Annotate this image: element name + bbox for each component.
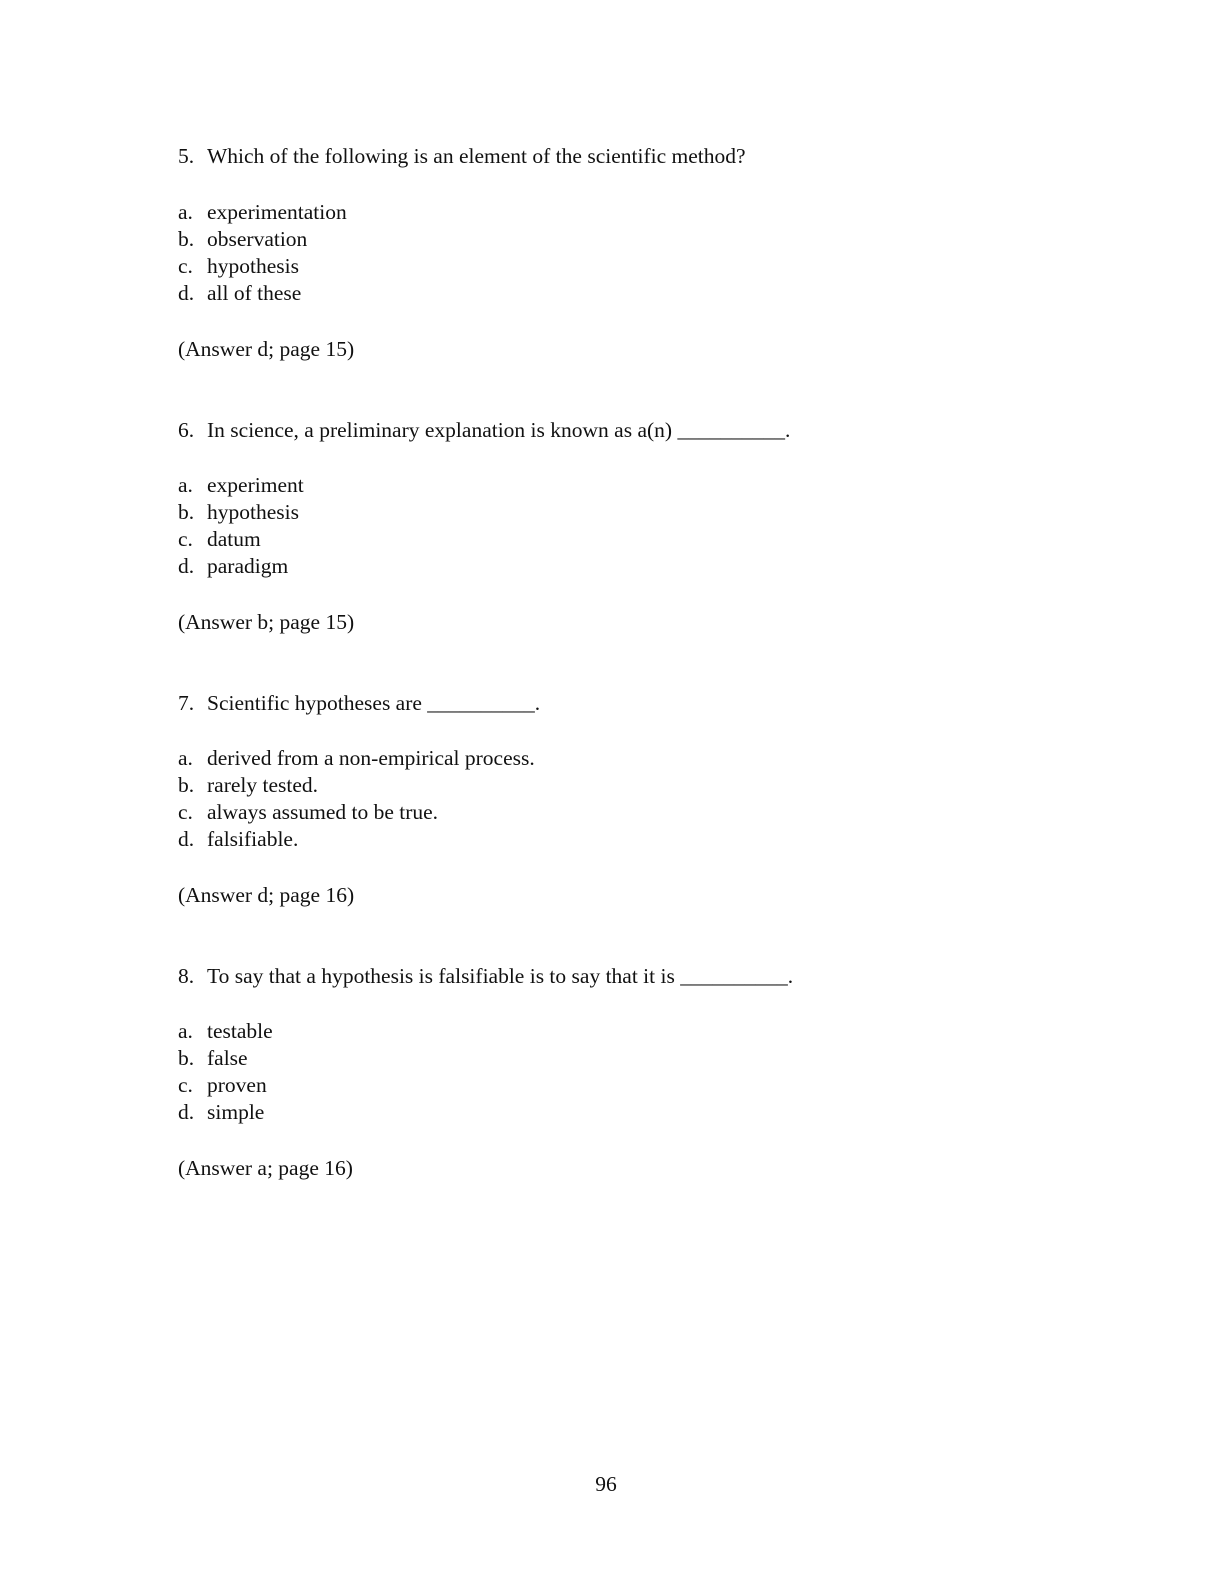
option-text: testable xyxy=(207,1019,273,1043)
option-letter: c. xyxy=(178,254,193,278)
option-text: proven xyxy=(207,1073,267,1097)
option-d xyxy=(178,553,288,580)
option-letter: c. xyxy=(178,800,193,824)
option-text: simple xyxy=(207,1100,265,1124)
answer-key: (Answer d; page 16) xyxy=(178,883,355,907)
option-letter: d. xyxy=(178,281,195,305)
option-a xyxy=(178,1018,273,1045)
option-d xyxy=(178,826,298,853)
question-number: 7. xyxy=(178,691,195,715)
option-letter: b. xyxy=(178,500,195,524)
question-text: Scientific hypotheses are __________. xyxy=(207,691,541,715)
question-number: 6. xyxy=(178,418,195,442)
option-d xyxy=(178,280,301,307)
option-letter: b. xyxy=(178,773,195,797)
option-text: falsifiable. xyxy=(207,827,299,851)
option-b xyxy=(178,226,307,253)
option-c xyxy=(178,799,438,826)
option-text: experiment xyxy=(207,473,304,497)
option-letter: a. xyxy=(178,200,193,224)
option-letter: c. xyxy=(178,1073,193,1097)
question-number: 5. xyxy=(178,144,195,168)
option-text: hypothesis xyxy=(207,500,299,524)
question-text: In science, a preliminary explanation is known as a(n) __________. xyxy=(207,418,791,442)
option-a xyxy=(178,745,535,772)
option-letter: d. xyxy=(178,827,195,851)
question-stem xyxy=(178,963,793,990)
option-text: datum xyxy=(207,527,261,551)
answer-key: (Answer a; page 16) xyxy=(178,1156,353,1180)
answer-key: (Answer b; page 15) xyxy=(178,610,355,634)
option-text: always assumed to be true. xyxy=(207,800,439,824)
option-text: hypothesis xyxy=(207,254,299,278)
question-text: Which of the following is an element of the scientific method? xyxy=(207,144,746,168)
option-letter: d. xyxy=(178,1100,195,1124)
option-text: all of these xyxy=(207,281,302,305)
answer-key: (Answer d; page 15) xyxy=(178,337,355,361)
question-stem xyxy=(178,143,746,170)
option-letter: a. xyxy=(178,473,193,497)
option-a xyxy=(178,472,304,499)
option-b xyxy=(178,499,299,526)
option-a xyxy=(178,199,347,226)
question-stem xyxy=(178,417,790,444)
option-b xyxy=(178,1045,248,1072)
option-text: derived from a non-empirical process. xyxy=(207,746,535,770)
option-c xyxy=(178,1072,267,1099)
option-text: rarely tested. xyxy=(207,773,319,797)
option-letter: b. xyxy=(178,227,195,251)
option-letter: a. xyxy=(178,1019,193,1043)
option-text: experimentation xyxy=(207,200,347,224)
option-b xyxy=(178,772,318,799)
option-text: observation xyxy=(207,227,308,251)
option-c xyxy=(178,526,261,553)
question-text: To say that a hypothesis is falsifiable is to say that it is __________. xyxy=(207,964,794,988)
option-d xyxy=(178,1099,264,1126)
question-number: 8. xyxy=(178,964,195,988)
option-text: false xyxy=(207,1046,248,1070)
option-text: paradigm xyxy=(207,554,289,578)
option-letter: a. xyxy=(178,746,193,770)
option-letter: c. xyxy=(178,527,193,551)
option-letter: b. xyxy=(178,1046,195,1070)
option-c xyxy=(178,253,299,280)
question-stem xyxy=(178,690,540,717)
page-number: 96 xyxy=(595,1472,617,1496)
option-letter: d. xyxy=(178,554,195,578)
